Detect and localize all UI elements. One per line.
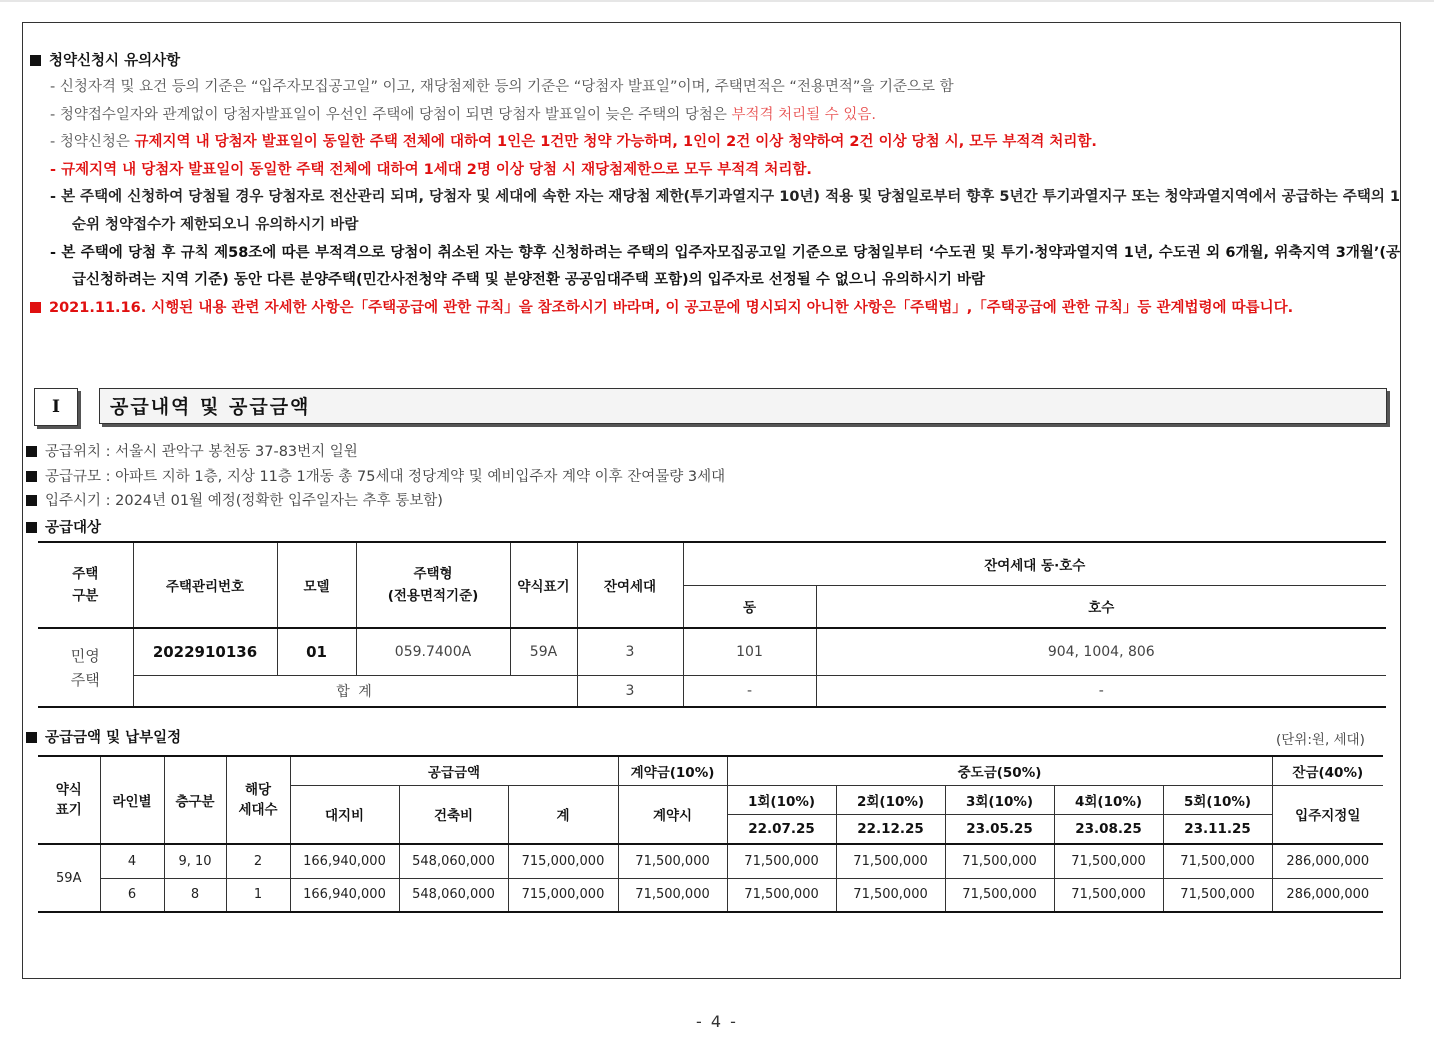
col-interim-payment: 중도금(50%) [727,756,1272,785]
supply-location [26,440,725,465]
notice-line-2-warning: 부적격 처리될 수 있음. [731,106,876,123]
col-floor: 층구분 [164,756,226,844]
move-in-date-text: 입주시기 : 2024년 01월 예정(정확한 입주일자는 추후 통보함) [45,493,443,509]
supply-target-table [38,541,1386,708]
move-in-date [26,489,725,514]
notice-title: 청약신청시 유의사항 [49,53,181,69]
col-interim-3-date: 23.05.25 [945,814,1054,844]
notice-line-6: - 본 주택에 당첨 후 규칙 제58조에 따른 부적격으로 당첨이 취소된 자는 향후 신청하려는 주택의 입주자모집공고일 기준으로 당첨일부터 ‘수도권 및 투기·청약과열지역 1년, 수도권 외 6개월, 위축지역 3개월’(공급신청하려는 지역 기준) 동안 다른 분양주택(민간사전청약 주택 및 분양전환 공공임대주택 포함)의 입주자로 선정될 수 없으니 유의하시기 바람 [50,244,1400,289]
cell-balance: 286,000,000 [1272,878,1383,912]
col-interim-1-date: 22.07.25 [727,814,836,844]
notice-line-4 [30,157,1400,185]
cell-building-cost: 548,060,000 [399,844,508,878]
notice-line-2 [30,102,1400,130]
cell-floor: 8 [164,878,226,912]
col-interim-1: 1회(10%) [727,785,836,814]
square-bullet-icon [26,495,37,506]
col-interim-4-date: 23.08.25 [1054,814,1163,844]
col-abbreviation: 약식 표기 [38,756,100,844]
col-interim-5-date: 23.11.25 [1163,814,1272,844]
notice-line-4-warning: 규제지역 내 당첨자 발표일이 동일한 주택 전체에 대하여 1세대 2명 이상 당첨 시 재당첨제한으로 모두 부적격 처리함. [61,161,812,178]
notice-line-5: - 본 주택에 신청하여 당첨될 경우 당첨자로 전산관리 되며, 당첨자 및 세대에 속한 자는 재당첨 제한(투기과열지구 10년) 적용 및 당첨일로부터 향후 5년간 투기과열지구 또는 청약과열지역에서 공급하는 주택의 1순위 청약접수가 제한되오니 유의하시기 바람 [50,189,1401,233]
cell-interim-3: 71,500,000 [945,844,1054,878]
supply-location-text: 공급위치 : 서울시 관악구 봉천동 37-83번지 일원 [45,444,358,460]
section-title: 공급내역 및 공급금액 [99,388,1387,424]
cell-contract: 71,500,000 [618,878,727,912]
cell-dong: 101 [683,628,816,675]
cell-total-label: 합 계 [133,675,577,707]
col-units: 해당 세대수 [226,756,290,844]
red-square-bullet-icon [30,302,41,313]
cell-total-remaining: 3 [577,675,683,707]
col-dong: 동 [683,585,816,628]
notice-line-3-text: - 청약신청은 [50,134,135,151]
col-contract-deposit: 계약금(10%) [618,756,727,785]
col-housing-type: 주택형 (전용면적기준) [356,542,510,628]
square-bullet-icon [26,522,37,533]
cell-management-no: 2022910136 [133,628,277,675]
supply-scale [26,465,725,490]
square-bullet-icon [26,471,37,482]
notice-section [30,48,1400,322]
cell-interim-4: 71,500,000 [1054,844,1163,878]
col-contract-when: 계약시 [618,785,727,844]
col-model: 모델 [277,542,356,628]
cell-floor: 9, 10 [164,844,226,878]
cell-building-cost: 548,060,000 [399,878,508,912]
notice-line-3 [30,129,1400,157]
col-abbreviation: 약식표기 [510,542,577,628]
col-supply-price: 공급금액 [290,756,618,785]
col-remaining-units: 잔여세대 [577,542,683,628]
col-interim-4: 4회(10%) [1054,785,1163,814]
cell-housing-type: 059.7400A [356,628,510,675]
cell-line: 6 [100,878,164,912]
supply-info [26,440,725,514]
cell-interim-3: 71,500,000 [945,878,1054,912]
cell-interim-4: 71,500,000 [1054,878,1163,912]
page-number: - 4 - [696,1012,738,1031]
cell-contract: 71,500,000 [618,844,727,878]
square-bullet-icon [26,446,37,457]
col-remaining-dong-ho: 잔여세대 동·호수 [683,542,1386,585]
supply-scale-text: 공급규모 : 아파트 지하 1층, 지상 11층 1개동 총 75세대 정당계약 및 예비입주자 계약 이후 잔여물량 3세대 [45,468,726,485]
square-bullet-icon [30,55,41,66]
cell-interim-5: 71,500,000 [1163,844,1272,878]
cell-ho: 904, 1004, 806 [816,628,1386,675]
col-interim-2-date: 22.12.25 [836,814,945,844]
section-number: I [34,388,78,426]
supply-target-heading-text: 공급대상 [45,520,102,536]
cell-house-type: 민영 주택 [38,628,133,707]
section-header [34,388,1390,426]
notice-line-3-warning: 규제지역 내 당첨자 발표일이 동일한 주택 전체에 대하여 1인은 1건만 청약 가능하며, 1인이 2건 이상 청약하여 2건 이상 당첨 시, 모두 부적격 처리함. [134,134,1097,151]
price-schedule-heading [26,726,181,747]
col-balance: 잔금(40%) [1272,756,1383,785]
notice-line-2-text: - 청약접수일자와 관계없이 당첨자발표일이 우선인 주택에 당첨이 되면 당첨자 발표일이 늦은 주택의 당첨은 [50,106,732,123]
cell-units: 1 [226,878,290,912]
cell-model: 01 [277,628,356,675]
cell-land-cost: 166,940,000 [290,878,399,912]
cell-total-ho: - [816,675,1386,707]
col-building-cost: 건축비 [399,785,508,844]
cell-interim-5: 71,500,000 [1163,878,1272,912]
cell-line: 4 [100,844,164,878]
notice-line-4-dash: - [50,161,62,178]
cell-abbreviation: 59A [510,628,577,675]
col-management-no: 주택관리번호 [133,542,277,628]
cell-total: 715,000,000 [508,844,618,878]
cell-remaining-units: 3 [577,628,683,675]
cell-interim-2: 71,500,000 [836,878,945,912]
notice-line-1: - 신청자격 및 요건 등의 기준은 “입주자모집공고일” 이고, 재당첨제한 등의 기준은 “당첨자 발표일”이며, 주택면적은 “전용면적”을 기준으로 함 [50,79,954,95]
cell-interim-1: 71,500,000 [727,878,836,912]
supply-target-heading [26,516,101,537]
price-schedule-table [38,755,1383,913]
cell-interim-1: 71,500,000 [727,844,836,878]
cell-total: 715,000,000 [508,878,618,912]
price-schedule-heading-text: 공급금액 및 납부일정 [45,730,182,746]
cell-units: 2 [226,844,290,878]
col-line: 라인별 [100,756,164,844]
unit-note: (단위:원, 세대) [1276,732,1365,748]
col-total: 계 [508,785,618,844]
col-land-cost: 대지비 [290,785,399,844]
col-interim-5: 5회(10%) [1163,785,1272,814]
col-house-type: 주택 구분 [38,542,133,628]
col-interim-2: 2회(10%) [836,785,945,814]
cell-land-cost: 166,940,000 [290,844,399,878]
notice-line-7-text: 2021.11.16. 시행된 내용 관련 자세한 사항은「주택공급에 관한 규칙」을 참조하시기 바라며, 이 공고문에 명시되지 아니한 사항은「주택법」,「주택공급에 관한 규칙」등 관계법령에 따릅니다. [49,299,1294,316]
notice-heading [30,48,1400,74]
cell-total-dong: - [683,675,816,707]
notice-line-7 [30,295,1400,323]
cell-balance: 286,000,000 [1272,844,1383,878]
top-divider [0,0,1434,2]
square-bullet-icon [26,732,37,743]
col-interim-3: 3회(10%) [945,785,1054,814]
cell-abbreviation: 59A [38,844,100,912]
table-row [38,878,1383,912]
col-balance-when: 입주지정일 [1272,785,1383,844]
cell-interim-2: 71,500,000 [836,844,945,878]
col-ho: 호수 [816,585,1386,628]
table-row [38,844,1383,878]
